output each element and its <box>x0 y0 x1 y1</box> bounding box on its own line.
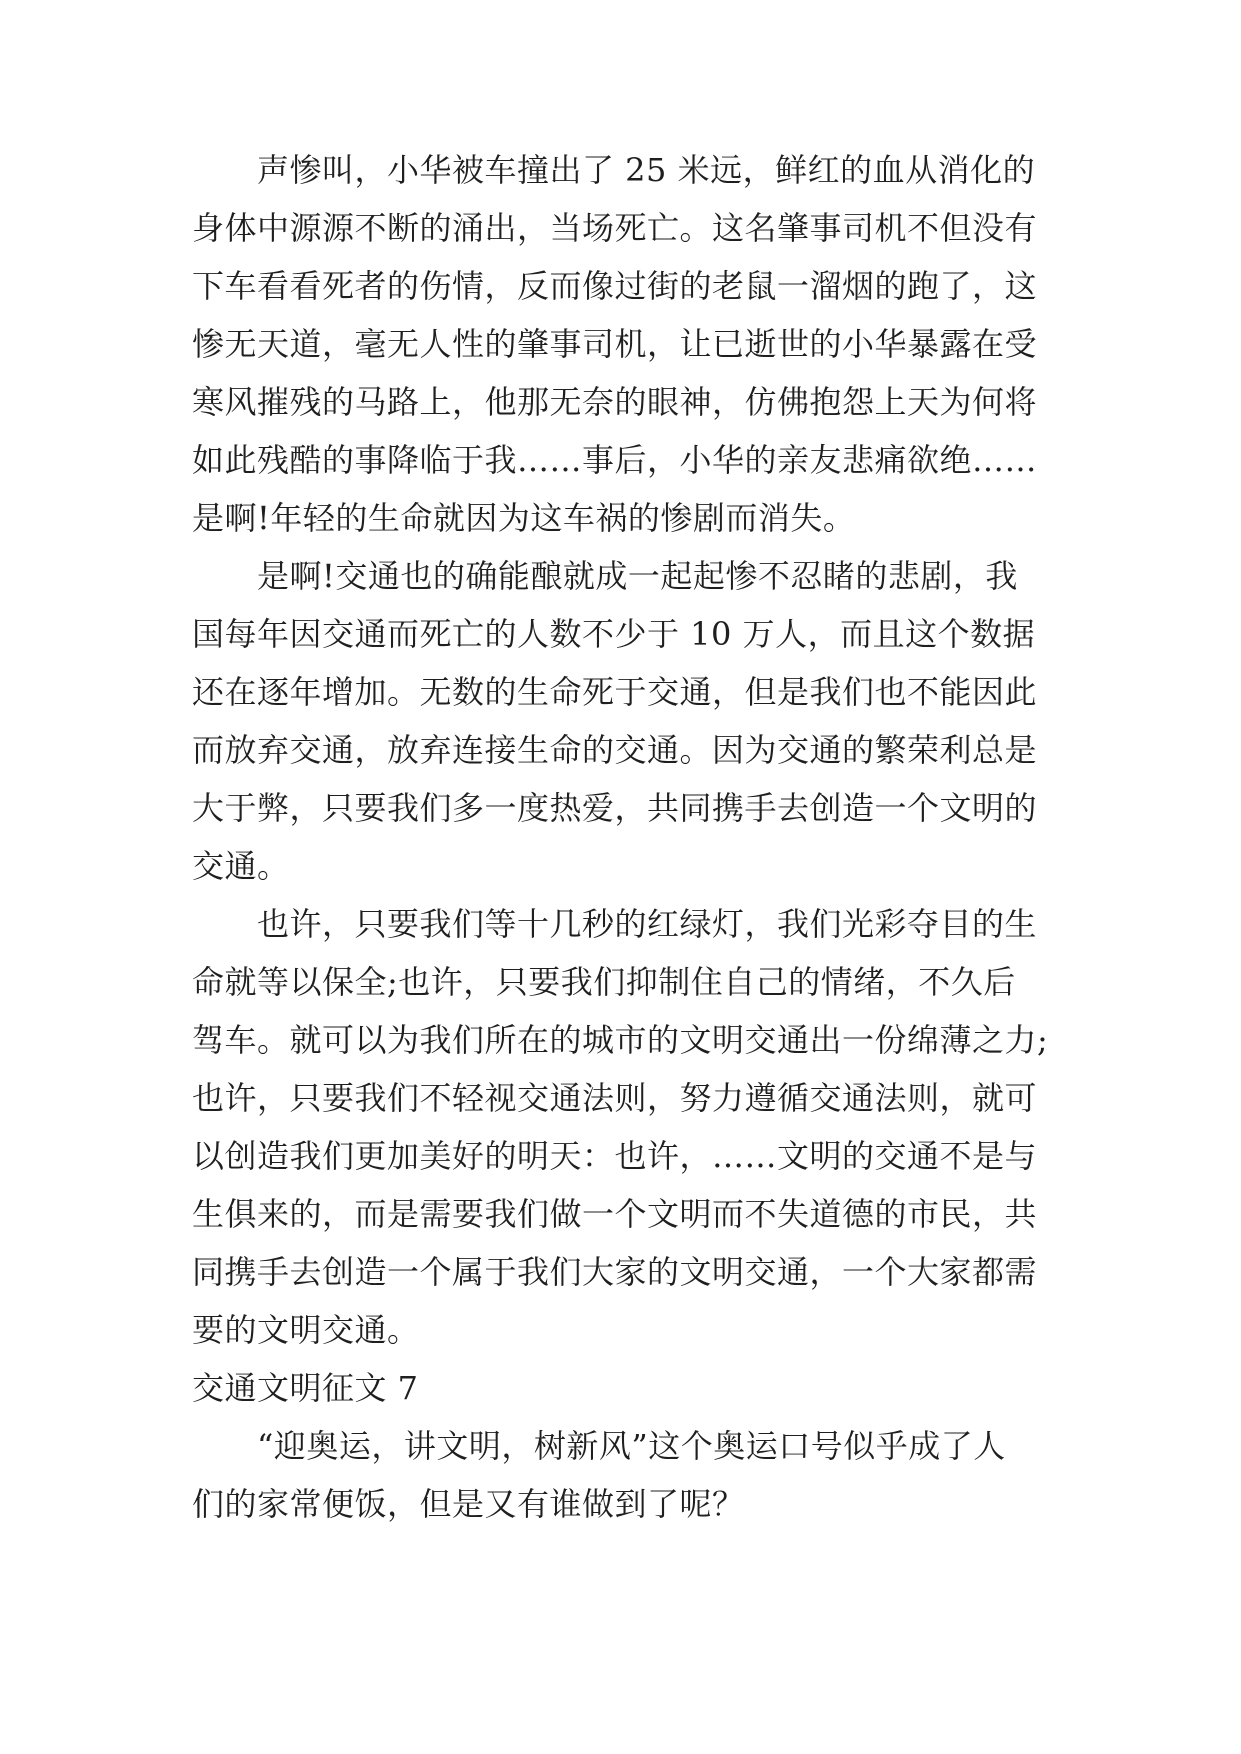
text-line: 命就等以保全;也许，只要我们抑制住自己的情绪，不久后 <box>192 963 1016 1001</box>
text-line: 国每年因交通而死亡的人数不少于 10 万人，而且这个数据 <box>192 615 1036 653</box>
text-line: 身体中源源不断的涌出，当场死亡。这名肇事司机不但没有 <box>192 209 1038 247</box>
text-line: 也许，只要我们等十几秒的红绿灯，我们光彩夺目的生 <box>257 905 1038 943</box>
text-line: 也许，只要我们不轻视交通法则，努力遵循交通法则，就可 <box>192 1079 1038 1117</box>
text-line: 声惨叫，小华被车撞出了 25 米远，鲜红的血从消化的 <box>257 151 1036 189</box>
text-line: 大于弊，只要我们多一度热爱，共同携手去创造一个文明的 <box>192 789 1038 827</box>
text-line: 下车看看死者的伤情，反而像过街的老鼠一溜烟的跑了，这 <box>192 267 1038 305</box>
text-line: 惨无天道，毫无人性的肇事司机，让已逝世的小华暴露在受 <box>192 325 1038 363</box>
text-line: 如此残酷的事降临于我……事后，小华的亲友悲痛欲绝…… <box>192 441 1038 479</box>
text-line: 寒风摧残的马路上，他那无奈的眼神，仿佛抱怨上天为何将 <box>192 383 1038 421</box>
text-line: 是啊!年轻的生命就因为这车祸的惨剧而消失。 <box>192 499 856 537</box>
text-line: “迎奥运，讲文明，树新风”这个奥运口号似乎成了人 <box>257 1427 1006 1465</box>
text-line: 以创造我们更加美好的明天：也许，……文明的交通不是与 <box>192 1137 1038 1175</box>
text-line: 交通。 <box>192 847 290 885</box>
section-heading: 交通文明征文 7 <box>192 1369 419 1407</box>
text-line: 们的家常便饭，但是又有谁做到了呢？ <box>192 1485 745 1523</box>
text-line: 而放弃交通，放弃连接生命的交通。因为交通的繁荣利总是 <box>192 731 1038 769</box>
text-line: 生俱来的，而是需要我们做一个文明而不失道德的市民，共 <box>192 1195 1038 1233</box>
text-line: 同携手去创造一个属于我们大家的文明交通，一个大家都需 <box>192 1253 1038 1291</box>
text-line: 是啊!交通也的确能酿就成一起起惨不忍睹的悲剧，我 <box>257 557 1018 595</box>
document-body <box>192 141 1112 1533</box>
text-line: 要的文明交通。 <box>192 1311 420 1349</box>
text-line: 驾车。就可以为我们所在的城市的文明交通出一份绵薄之力; <box>192 1021 1049 1059</box>
text-line: 还在逐年增加。无数的生命死于交通，但是我们也不能因此 <box>192 673 1038 711</box>
